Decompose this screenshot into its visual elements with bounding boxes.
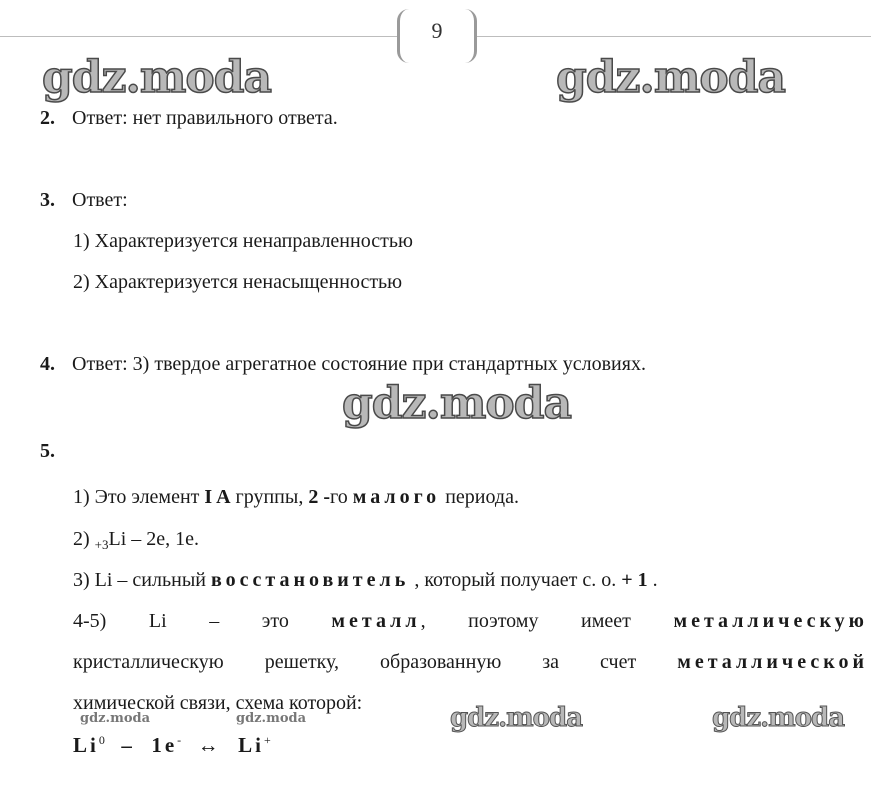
word: поэтому <box>468 610 539 632</box>
q5-line-3 <box>73 568 658 592</box>
word: – <box>209 610 220 632</box>
period-type: малого <box>352 486 441 508</box>
word-metallic: металлическую <box>673 610 868 632</box>
watermark: gdz.moda <box>236 711 307 726</box>
text: Li – 2e, 1e. <box>108 528 200 550</box>
q5-line-6: химической связи, схема которой: <box>73 692 363 714</box>
lithium-atom: Li <box>73 733 99 757</box>
text: 3) Li – сильный <box>73 569 211 591</box>
page-number-frame <box>397 9 477 63</box>
word: , <box>420 610 426 632</box>
q5-line-1 <box>73 485 519 509</box>
word: счет <box>600 651 637 673</box>
q5-line-2 <box>73 527 199 553</box>
equilibrium-arrow-icon: ↔ <box>197 733 222 757</box>
header-line-right <box>477 36 871 37</box>
watermark: gdz.moda <box>342 378 572 429</box>
minus-sign: – <box>121 733 135 757</box>
lithium-ion: Li <box>238 733 265 757</box>
watermark: gdz.moda <box>80 711 151 726</box>
watermark: gdz.moda <box>712 703 845 733</box>
question-number: 5. <box>40 440 55 462</box>
question-number: 3. <box>40 189 55 211</box>
text: 1) Это элемент <box>73 486 205 508</box>
word: за <box>542 651 560 673</box>
word: образованную <box>380 651 502 673</box>
text: группы, <box>230 486 309 508</box>
question-number: 4. <box>40 353 55 375</box>
charge-plus: + <box>264 733 271 747</box>
group-value: I A <box>204 486 231 508</box>
header-line-left <box>0 36 397 37</box>
electron-charge: - <box>177 733 182 747</box>
text: го <box>330 486 353 508</box>
watermark: gdz.moda <box>556 52 786 103</box>
question-number: 2. <box>40 107 55 129</box>
answer-text: Ответ: нет правильного ответа. <box>72 107 338 129</box>
word: это <box>261 610 289 632</box>
nuclear-charge: +3 <box>94 537 109 552</box>
question-3 <box>40 188 128 212</box>
answer-label: Ответ: <box>72 189 128 211</box>
answer-item-2: 2) Характеризуется ненасыщенностью <box>73 271 403 293</box>
word: решетку, <box>264 651 340 673</box>
question-5-number <box>40 439 72 463</box>
question-4 <box>40 352 646 376</box>
bond-formula <box>73 733 271 758</box>
period-value: 2 - <box>308 486 330 508</box>
word-metal: металл <box>331 610 421 632</box>
charge-zero: 0 <box>98 733 105 747</box>
text: . <box>647 569 658 591</box>
question-2 <box>40 106 338 130</box>
watermark: gdz.moda <box>42 52 272 103</box>
electron: 1e <box>151 733 178 757</box>
q5-line-4 <box>73 609 868 633</box>
text: 2) <box>73 528 95 550</box>
page-number: 9 <box>431 18 443 43</box>
word: кристаллическую <box>73 651 224 673</box>
answer-text: Ответ: 3) твердое агрегатное состояние при стандартных условиях. <box>72 353 646 375</box>
reducer-word: восстановитель <box>210 569 410 591</box>
word-metallic: металлической <box>677 651 868 673</box>
watermark: gdz.moda <box>450 703 583 733</box>
word: Li <box>148 610 167 632</box>
answer-item-1: 1) Характеризуется ненаправленностью <box>73 230 413 252</box>
q5-line-5 <box>73 650 868 674</box>
word: имеет <box>581 610 631 632</box>
text: периода. <box>440 486 519 508</box>
word: 4-5) <box>73 610 107 632</box>
text: , который получает с. о. <box>409 569 622 591</box>
oxidation-state: + 1 <box>621 569 648 591</box>
